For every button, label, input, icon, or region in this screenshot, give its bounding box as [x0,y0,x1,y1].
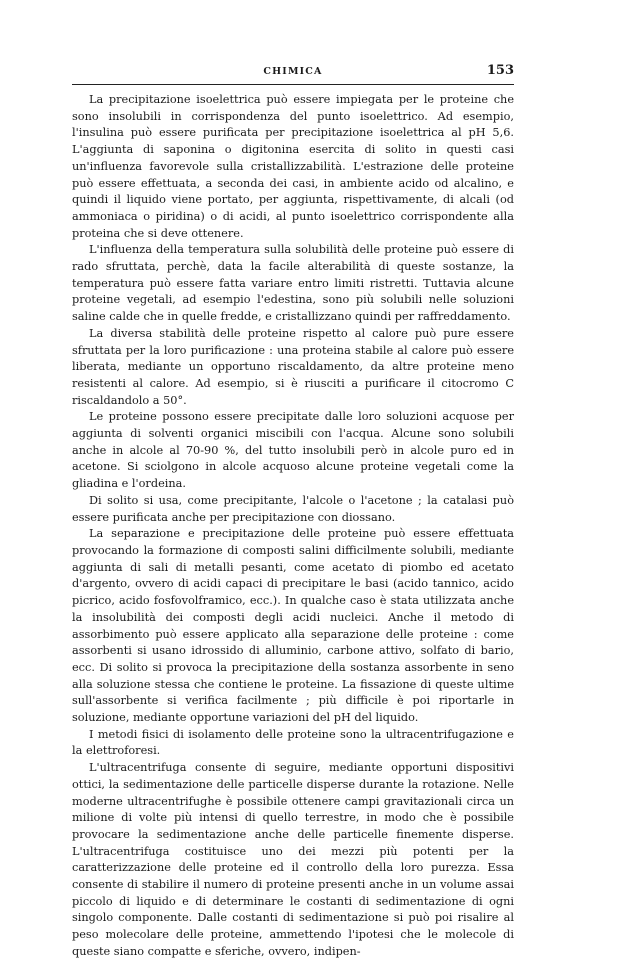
paragraph: La separazione e precipitazione delle proteine può essere effettuata provocando la formazione di composti salini difficilmente solubili, mediante aggiunta di sali di metalli pesanti, come acetato di piombo ed acetato d'argento, ovvero di acidi capaci di precipitare le basi (acido tannico, acido picrico, acido fosfovolframico, ecc.). In qualche caso è stata utilizzata anche la insolubilità dei composti degli acidi nucleici. Anche il metodo di assorbimento può essere applicato alla separazione delle proteine : come assorbenti si usano idrossido di alluminio, carbone attivo, solfato di bario, ecc. Di solito si provoca la precipitazione della sostanza assorbente in seno alla soluzione stessa che contiene le proteine. La fissazione di queste ultime sull'assorbente si verifica facilmente ; più difficile è poi riportarle in soluzione, mediante opportune variazioni del pH del liquido. [72,527,514,725]
paragraph: L'ultracentrifuga consente di seguire, mediante opportuni dispositivi ottici, la sedimentazione delle particelle disperse durante la rotazione. Nelle moderne ultracentrifughe è possibile ottenere campi gravitazionali circa un milione di volte più intensi di quello terrestre, in modo che è possibile provocare la sedimentazione anche delle particelle finemente disperse. L'ultracentrifuga costituisce uno dei mezzi più potenti per la caratterizzazione delle proteine ed il controllo della loro purezza. Essa consente di stabilire il numero di proteine presenti anche in un volume assai piccolo di liquido e di determinare le costanti di sedimentazione di ogni singolo componente. Dalle costanti di sedimentazione si può poi risalire al peso molecolare delle proteine, ammettendo l'ipotesi che le molecole di queste siano compatte e sferiche, ovvero, indipen- [72,761,514,958]
header-rule [72,84,514,85]
paragraph: Le proteine possono essere precipitate dalle loro soluzioni acquose per aggiunta di solventi organici miscibili con l'acqua. Alcune sono solubili anche in alcole al 70-90 %, del tutto insolubili però in alcole puro ed in acetone. Si sciolgono in alcole acquoso alcune proteine vegetali come la gliadina e l'ordeina. [72,410,514,491]
paragraph: I metodi fisici di isolamento delle proteine sono la ultracentrifugazione e la elettroforesi. [72,727,514,758]
paragraph: Di solito si usa, come precipitante, l'alcole o l'acetone ; la catalasi può essere purificata anche per precipitazione con diossano. [72,493,514,524]
body-text [72,92,514,961]
page-header [72,62,514,82]
running-title: CHIMICA [263,66,323,77]
page-number: 153 [486,63,514,78]
paragraph: La precipitazione isoelettrica può essere impiegata per le proteine che sono insolubili in corrispondenza del punto isoelettrico. Ad esempio, l'insulina può essere purificata per precipitazione isoelettrica al pH 5,6. L'aggiunta di saponina o digitonina esercita di solito in questi casi un'influenza favorevole sulla cristallizzabilità. L'estrazione delle proteine può essere effettuata, a seconda dei casi, in ambiente acido od alcalino, e quindi il liquido viene portato, per aggiunta, rispettivamente, di alcali (od ammoniaca o piridina) o di acidi, al punto isoelettrico corrispondente alla proteina che si deve ottenere. [72,93,514,240]
paragraph: La diversa stabilità delle proteine rispetto al calore può pure essere sfruttata per la loro purificazione : una proteina stabile al calore può essere liberata, mediante un opportuno riscaldamento, da altre proteine meno resistenti al calore. Ad esempio, si è riusciti a purificare il citocromo C riscaldandolo a 50°. [72,326,514,407]
paragraph: L'influenza della temperatura sulla solubilità delle proteine può essere di rado sfruttata, perchè, data la facile alterabilità di queste sostanze, la temperatura può essere fatta variare entro limiti ristretti. Tuttavia alcune proteine vegetali, ad esempio l'edestina, sono più solubili nelle soluzioni saline calde che in quelle fredde, e cristallizzano quindi per raffreddamento. [72,243,514,324]
